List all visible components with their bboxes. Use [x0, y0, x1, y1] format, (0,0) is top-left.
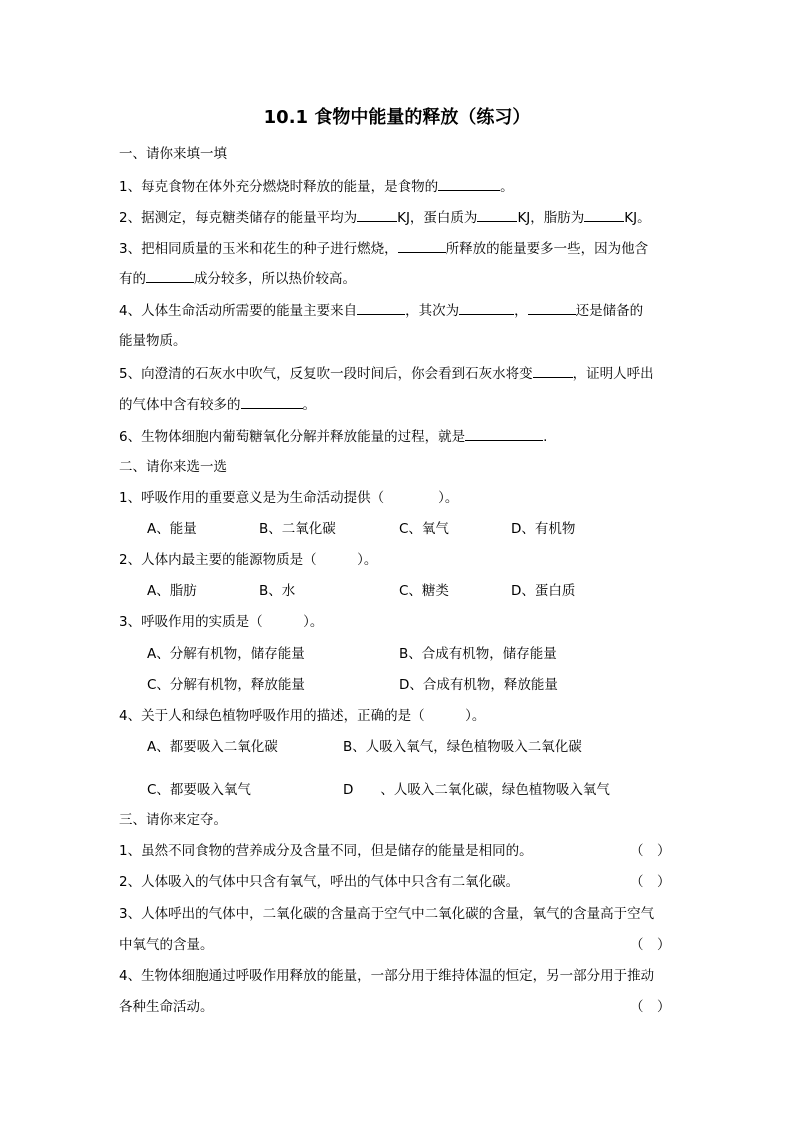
s3-question-3: 3、人体呼出的气体中，二氧化碳的含量高于空气中二氧化碳的含量，氧气的含量高于空气: [119, 906, 655, 922]
answer-blank[interactable]: [438, 176, 500, 191]
s1-q5-text-c: 的气体中含有较多的: [119, 397, 241, 413]
s1-q3-text-b: 所释放的能量要多一些，因为他含: [445, 241, 649, 257]
answer-blank[interactable]: [533, 363, 573, 378]
s2-q2-option-d[interactable]: D、蛋白质: [511, 583, 576, 599]
s2-q1-option-d[interactable]: D、有机物: [511, 521, 576, 537]
s2-q3-option-a[interactable]: A、分解有机物，储存能量: [147, 646, 305, 662]
s3-question-4: 4、生物体细胞通过呼吸作用释放的能量，一部分用于维持体温的恒定，另一部分用于推动: [119, 968, 655, 984]
answer-blank[interactable]: [398, 238, 446, 253]
s2-q1-option-b[interactable]: B、二氧化碳: [259, 521, 336, 537]
s2-q4-option-d[interactable]: D 、人吸入二氧化碳，绿色植物吸入氧气: [343, 782, 610, 798]
answer-blank[interactable]: [146, 268, 194, 283]
s3-q4-answer-paren[interactable]: （ ）: [630, 999, 671, 1015]
answer-blank[interactable]: [241, 394, 303, 409]
s2-question-3: 3、呼吸作用的实质是（ ）。: [119, 614, 324, 630]
s3-question-1: 1、虽然不同食物的营养成分及含量不同，但是储存的能量是相同的。: [119, 843, 533, 859]
s1-q3-text-d: 成分较多，所以热价较高。: [194, 271, 356, 287]
s1-q3-text: 3、把相同质量的玉米和花生的种子进行燃烧，: [119, 241, 398, 257]
s1-q5-text: 5、向澄清的石灰水中吹气，反复吹一段时间后，你会看到石灰水将变: [119, 366, 533, 382]
s2-q4-option-c[interactable]: C、都要吸入氧气: [147, 782, 251, 798]
s2-q2-option-b[interactable]: B、水: [259, 583, 296, 599]
s2-q1-option-a[interactable]: A、能量: [147, 521, 197, 537]
s2-q4-option-a[interactable]: A、都要吸入二氧化碳: [147, 739, 278, 755]
s1-question-5-cont: [119, 394, 316, 415]
s1-q6-end: .: [543, 429, 548, 445]
s3-q3-answer-paren[interactable]: （ ）: [630, 937, 671, 953]
s1-q1-end: 。: [500, 179, 514, 195]
s1-q5-text-b: ，证明人呼出: [572, 366, 654, 382]
s1-q2-text-b: KJ，蛋白质为: [397, 210, 478, 226]
s2-question-1: 1、呼吸作用的重要意义是为生命活动提供（ ）。: [119, 490, 459, 506]
s1-q4-text: 4、人体生命活动所需要的能量主要来自: [119, 303, 358, 319]
s1-question-2: [119, 207, 651, 228]
answer-blank[interactable]: [465, 426, 543, 441]
s1-q2-text-d: KJ。: [624, 210, 651, 226]
s3-question-4-cont: 各种生命活动。: [119, 999, 214, 1015]
page-title: 10.1 食物中能量的释放（练习）: [263, 107, 531, 128]
s1-q2-text-c: KJ，脂肪为: [517, 210, 585, 226]
answer-blank[interactable]: [584, 207, 624, 222]
s1-question-4: [119, 300, 643, 321]
s1-q1-text: 1、每克食物在体外充分燃烧时释放的能量，是食物的: [119, 179, 439, 195]
s2-question-4: 4、关于人和绿色植物呼吸作用的描述，正确的是（ ）。: [119, 708, 486, 724]
s2-q3-option-c[interactable]: C、分解有机物，释放能量: [147, 677, 305, 693]
s1-q4-text-d: 还是储备的: [575, 303, 644, 319]
answer-blank[interactable]: [357, 300, 405, 315]
answer-blank[interactable]: [459, 300, 514, 315]
s2-q3-option-d[interactable]: D、合成有机物，释放能量: [399, 677, 558, 693]
s1-question-1: [119, 176, 514, 197]
s1-q2-text: 2、据测定，每克糖类储存的能量平均为: [119, 210, 358, 226]
s2-q2-option-a[interactable]: A、脂肪: [147, 583, 197, 599]
s1-question-3-cont: [119, 268, 356, 289]
s3-q1-answer-paren[interactable]: （ ）: [630, 843, 671, 859]
answer-blank[interactable]: [528, 300, 576, 315]
s1-question-6: [119, 426, 547, 447]
s1-q5-text-d: 。: [302, 397, 316, 413]
s1-q6-text: 6、生物体细胞内葡萄糖氧化分解并释放能量的过程，就是: [119, 429, 466, 445]
section-3-heading: 三、请你来定夺。: [119, 812, 227, 828]
s3-q2-answer-paren[interactable]: （ ）: [630, 874, 671, 890]
s1-question-4-cont: 能量物质。: [119, 333, 187, 349]
s2-q1-option-c[interactable]: C、氧气: [399, 521, 449, 537]
answer-blank[interactable]: [357, 207, 397, 222]
s1-question-3: [119, 238, 648, 259]
s2-question-2: 2、人体内最主要的能源物质是（ ）。: [119, 552, 378, 568]
s1-q3-text-c: 有的: [119, 271, 146, 287]
s3-question-2: 2、人体吸入的气体中只含有氧气，呼出的气体中只含有二氧化碳。: [119, 874, 520, 890]
s2-q3-option-b[interactable]: B、合成有机物，储存能量: [399, 646, 557, 662]
s2-q2-option-c[interactable]: C、糖类: [399, 583, 449, 599]
s1-question-5: [119, 363, 654, 384]
s3-question-3-cont: 中氧气的含量。: [119, 937, 214, 953]
s2-q4-option-b[interactable]: B、人吸入氧气，绿色植物吸入二氧化碳: [343, 739, 582, 755]
section-2-heading: 二、请你来选一选: [119, 459, 227, 475]
s1-q4-text-b: ，其次为: [405, 303, 460, 319]
answer-blank[interactable]: [477, 207, 517, 222]
section-1-heading: 一、请你来填一填: [119, 146, 227, 162]
s1-q4-text-c: ，: [514, 303, 528, 319]
